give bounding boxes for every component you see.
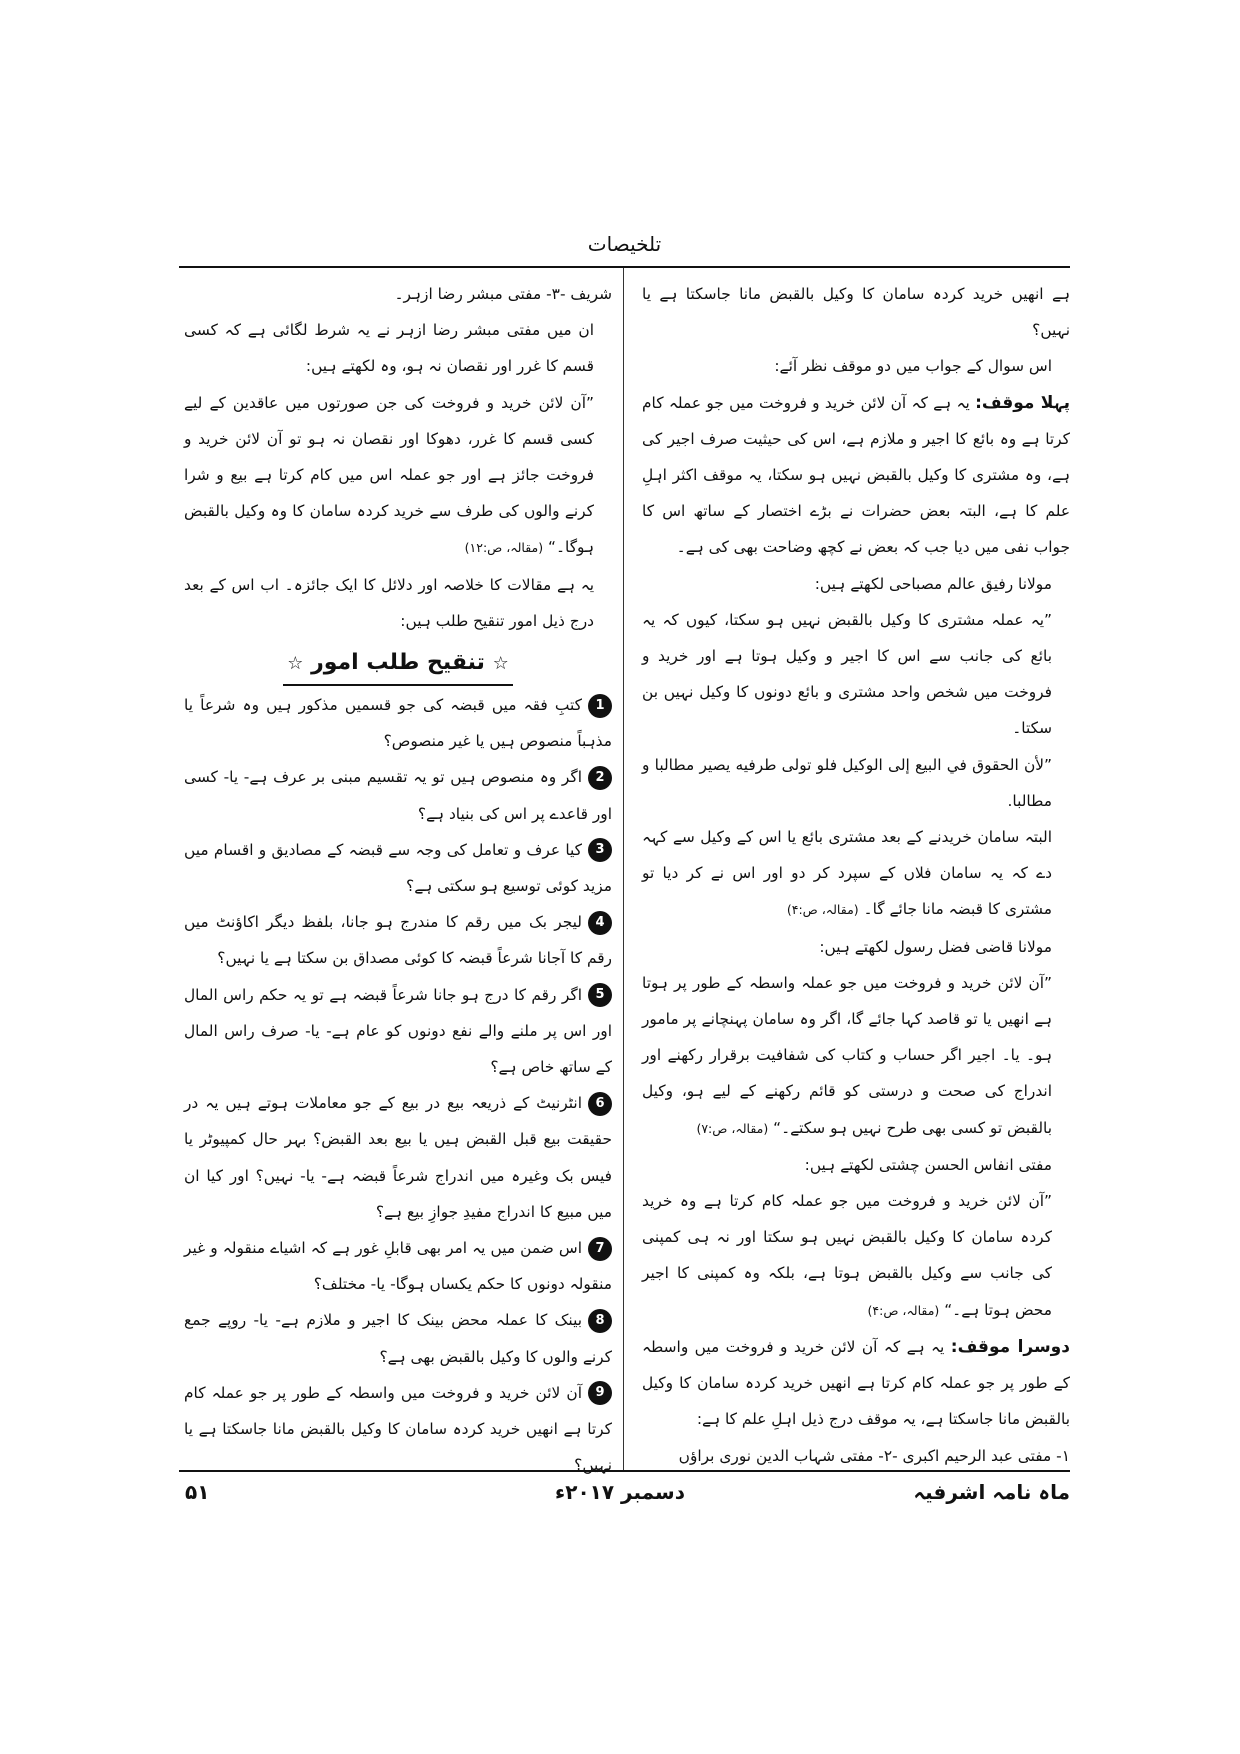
paragraph: ان میں مفتی مبشر رضا ازہر نے یہ شرط لگائی ہے کہ کسی قسم کا غرر اور نقصان نہ ہو، وہ لکھتے ہیں:	[184, 321, 594, 376]
item-text: کیا عرف و تعامل کی وجہ سے قبضہ کے مصادیق و اقسام میں مزید کوئی توسیع ہو سکتی ہے؟	[184, 840, 612, 896]
citation: (مقالہ، ص:۱۲)	[464, 540, 544, 556]
issue-date: دسمبر ۲۰۱۷ء	[555, 1480, 685, 1504]
paragraph-text: یہ ہے کہ آن لائن خرید و فروخت میں جو عملہ کام کرتا ہے وہ بائع کا اجیر و ملازم ہے، اس کی حیثیت صرف اجیر کی ہے، وہ مشتری کا وکیل بالقبض نہیں ہو سکتا، یہ موقف اکثر اہلِ علم کا ہے، البتہ بعض حضرات نے بڑے اختصار کے ساتھ اس کا جواب نفی میں دیا جب کہ بعض نے کچھ وضاحت بھی کی ہے۔	[642, 393, 1070, 557]
section-heading	[184, 639, 612, 687]
column-divider	[623, 268, 624, 1470]
quotation-text: ”آن لائن خرید و فروخت میں جو عملہ واسطہ کے طور پر ہوتا ہے انھیں یا تو قاصد کہا جائے گا، اگر وہ سامان پہنچانے پر مامور ہو۔ یا۔ اجیر اگر حساب و کتاب کی شفافیت برقرار رکھنے اور اندراج کی صحت و درستی کو قائم رکھنے کے لیے ہو، وکیل بالقبض تو کسی بھی طرح نہیں ہو سکتے۔“	[642, 973, 1052, 1137]
paragraph	[642, 1329, 1070, 1438]
quotation	[642, 965, 1070, 1147]
paragraph: اس سوال کے جواب میں دو موقف نظر آئے:	[774, 357, 1052, 376]
number-badge: 8	[588, 1309, 612, 1333]
author-intro: مفتی انفاس الحسن چشتی لکھتے ہیں:	[804, 1155, 1052, 1174]
list-item	[184, 904, 612, 976]
paragraph-text: یہ ہے کہ آن لائن خرید و فروخت میں واسطہ کے طور پر جو عملہ کام کرتا ہے انھیں خرید کردہ سامان کا وکیل بالقبض مانا جاسکتا ہے، یہ موقف درج ذیل اہلِ علم کا ہے:	[642, 1337, 1070, 1429]
item-text: اس ضمن میں یہ امر بھی قابلِ غور ہے کہ اشیاے منقولہ و غیر منقولہ دونوں کا حکم یکساں ہوگا- یا- مختلف؟	[184, 1239, 612, 1294]
page-number: ۵۱	[185, 1480, 210, 1504]
footer-rule	[179, 1470, 1070, 1472]
list-item	[184, 687, 612, 759]
number-badge: 1	[588, 694, 612, 718]
number-badge: 3	[588, 838, 612, 862]
item-text: لیجر بک میں رقم کا مندرج ہو جانا، بلفظ دیگر اکاؤنٹ میں رقم کا آجانا شرعاً قبضہ کا کوئی مصداق بن سکتا ہے یا نہیں؟	[184, 913, 612, 968]
paragraph: شریف -۳- مفتی مبشر رضا ازہر۔	[394, 285, 612, 303]
first-position-label: پہلا موقف:	[975, 392, 1071, 413]
list-item	[184, 977, 612, 1086]
list-item	[184, 1230, 612, 1302]
number-badge: 6	[588, 1092, 612, 1116]
number-badge: 9	[588, 1381, 612, 1405]
heading-text: تنقیح طلب امور	[311, 650, 485, 676]
quotation-text: ”آن لائن خرید و فروخت میں جو عملہ کام کرتا ہے وہ خرید کردہ سامان کا وکیل بالقبض نہیں ہو سکتا اور نہ ہی کمپنی کی جانب سے وکیل بالقبض ہوتا ہے، بلکہ وہ کمپنی کا اجیر محض ہوتا ہے۔“	[642, 1192, 1052, 1319]
paragraph: ہے انھیں خرید کردہ سامان کا وکیل بالقبض مانا جاسکتا ہے یا نہیں؟	[642, 285, 1070, 340]
citation: (مقالہ، ص:۴)	[786, 902, 859, 918]
list-item	[184, 759, 612, 831]
quotation: ”یہ عملہ مشتری کا وکیل بالقبض نہیں ہو سکتا، کیوں کہ یہ بائع کی جانب سے اس کا اجیر و وکیل ہوتا ہے اور خرید و فروخت میں شخص واحد مشتری و بائع دونوں کا وکیل نہیں بن سکتا۔	[642, 610, 1052, 738]
paragraph: ۱- مفتی عبد الرحیم اکبری -۲- مفتی شہاب الدین نوری براؤں	[678, 1446, 1070, 1465]
item-text: کتبِ فقہ میں قبضہ کی جو قسمیں مذکور ہیں وہ شرعاً یا مذہباً منصوص ہیں یا غیر منصوص؟	[184, 696, 612, 751]
question-list	[184, 687, 612, 1483]
item-text: اگر وہ منصوص ہیں تو یہ تقسیم مبنی بر عرف ہے- یا- کسی اور قاعدے پر اس کی بنیاد ہے؟	[184, 768, 612, 823]
star-icon: ☆	[492, 653, 509, 675]
quotation-text: ”آن لائن خرید و فروخت کی جن صورتوں میں عاقدین کے لیے کسی قسم کا غرر، دھوکا اور نقصان نہ ہو تو آن لائن خرید و فروخت جائز ہے اور جو عملہ اس میں کام کرتا ہے بیع و شرا کرنے والوں کی طرف سے خرید کردہ سامان کا وہ وکیل بالقبض ہوگا۔“	[184, 393, 594, 557]
item-text: بینک کا عملہ محض بینک کا اجیر و ملازم ہے- یا- روپے جمع کرنے والوں کا وکیل بالقبض بھی ہے؟	[184, 1311, 612, 1366]
list-item	[184, 832, 612, 904]
item-text: آن لائن خرید و فروخت میں واسطہ کے طور پر جو عملہ کام کرتا ہے انھیں خرید کردہ سامان کا وکیل بالقبض مانا جاسکتا ہے یا نہیں؟	[184, 1383, 612, 1475]
magazine-name: ماہ نامہ اشرفیہ	[913, 1480, 1070, 1504]
second-position-label: دوسرا موقف:	[950, 1336, 1070, 1357]
paragraph	[642, 385, 1070, 566]
paragraph-text: البتہ سامان خریدنے کے بعد مشتری بائع یا اس کے وکیل سے کہہ دے کہ یہ سامان فلاں کے سپرد کر دو اور اس نے کر دیا تو مشتری کا قبضہ مانا جائے گا۔	[642, 828, 1052, 919]
item-text: انٹرنیٹ کے ذریعہ بیع در بیع کے جو معاملات ہوتے ہیں یہ در حقیقت بیع قبل القبض ہیں یا بیع بعد القبض؟ بہر حال کمپیوٹر یا فیس بک وغیرہ میں اندراج شرعاً قبضہ ہے- یا- نہیں؟ اور کیا ان میں مبیع کا اندراج مفیدِ جوازِ بیع ہے؟	[184, 1094, 612, 1221]
number-badge: 4	[588, 911, 612, 935]
number-badge: 5	[588, 983, 612, 1007]
header-rule	[179, 266, 1070, 268]
heading-underline	[283, 643, 512, 686]
number-badge: 7	[588, 1237, 612, 1261]
list-item	[184, 1302, 612, 1374]
citation: (مقالہ، ص:۴)	[867, 1302, 940, 1318]
paragraph	[642, 819, 1070, 929]
paragraph: یہ ہے مقالات کا خلاصہ اور دلائل کا ایک جائزہ۔ اب اس کے بعد درج ذیل امور تنقیح طلب ہیں:	[184, 575, 594, 630]
citation: (مقالہ، ص:۷)	[696, 1120, 769, 1136]
number-badge: 2	[588, 766, 612, 790]
arabic-quotation: ”لأن الحقوق في البيع إلى الوكيل فلو تولى طرفيه يصير مطالبا و مطالبا.	[642, 755, 1052, 810]
left-column	[184, 276, 612, 1484]
item-text: اگر رقم کا درج ہو جانا شرعاً قبضہ ہے تو یہ حکم راس المال اور اس پر ملنے والے نفع دونوں کو عام ہے- یا- صرف راس المال کے ساتھ خاص ہے؟	[184, 985, 612, 1077]
author-intro: مولانا رفیق عالم مصباحی لکھتے ہیں:	[814, 574, 1052, 593]
quotation	[184, 385, 612, 567]
list-item	[184, 1375, 612, 1484]
quotation	[642, 1183, 1070, 1329]
star-icon: ☆	[287, 653, 304, 675]
right-column	[642, 276, 1070, 1474]
author-intro: مولانا قاضی فضل رسول لکھتے ہیں:	[819, 937, 1052, 956]
list-item	[184, 1085, 612, 1230]
running-title: تلخیصات	[587, 232, 662, 256]
